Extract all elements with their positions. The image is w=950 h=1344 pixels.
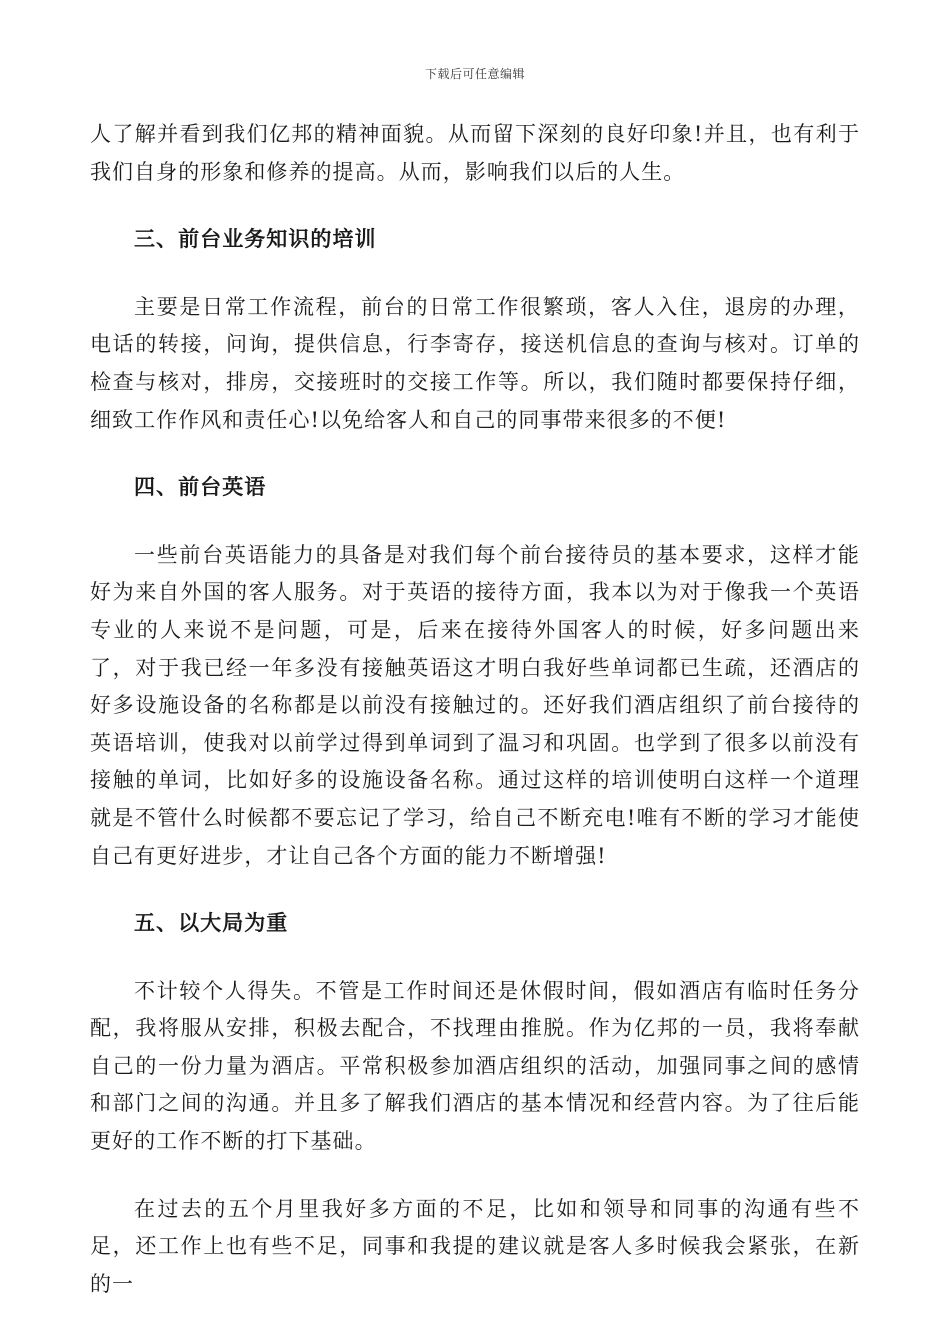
section-heading-5: 五、以大局为重 [134, 911, 289, 936]
paragraph-big-picture: 不计较个人得失。不管是工作时间还是休假时间，假如酒店有临时任务分配，我将服从安排，积极去配合，不找理由推脱。作为亿邦的一员，我将奉献自己的一份力量为酒店。平常积极参加酒店组织的活动，加强同事之间的感情和部门之间的沟通。并且多了解我们酒店的基本情况和经营内容。为了往后能更好的工作不断的打下基础。 [90, 978, 860, 1154]
section-heading-4: 四、前台英语 [134, 475, 267, 500]
page-header: 下载后可任意编辑 [424, 67, 525, 81]
document-body [90, 116, 860, 1303]
paragraph-front-desk-english: 一些前台英语能力的具备是对我们每个前台接待员的基本要求，这样才能好为来自外国的客人服务。对于英语的接待方面，我本以为对于像我一个英语专业的人来说不是问题，可是，后来在接待外国客人的时候，好多问题出来了，对于我已经一年多没有接触英语这才明白我好些单词都已生疏，还酒店的好多设施设备的名称都是以前没有接触过的。还好我们酒店组织了前台接待的英语培训，使我对以前学过得到单词到了温习和巩固。也学到了很多以前没有接触的单词，比如好多的设施设备名称。通过这样的培训使明白这样一个道理就是不管什么时候都不要忘记了学习，给自己不断充电!唯有不断的学习才能使自己有更好进步，才让自己各个方面的能力不断增强! [90, 542, 860, 868]
paragraph-continuation: 人了解并看到我们亿邦的精神面貌。从而留下深刻的良好印象!并且，也有利于我们自身的形象和修养的提高。从而，影响我们以后的人生。 [90, 122, 860, 184]
section-heading-3: 三、前台业务知识的培训 [134, 227, 377, 252]
paragraph-shortcomings: 在过去的五个月里我好多方面的不足，比如和领导和同事的沟通有些不足，还工作上也有些不足，同事和我提的建议就是客人多时候我会紧张，在新的一 [90, 1196, 860, 1296]
paragraph-front-desk-knowledge: 主要是日常工作流程，前台的日常工作很繁琐，客人入住，退房的办理，电话的转接，问询，提供信息，行李寄存，接送机信息的查询与核对。订单的检查与核对，排房，交接班时的交接工作等。所以，我们随时都要保持仔细，细致工作作风和责任心!以免给客人和自己的同事带来很多的不便! [90, 294, 860, 432]
